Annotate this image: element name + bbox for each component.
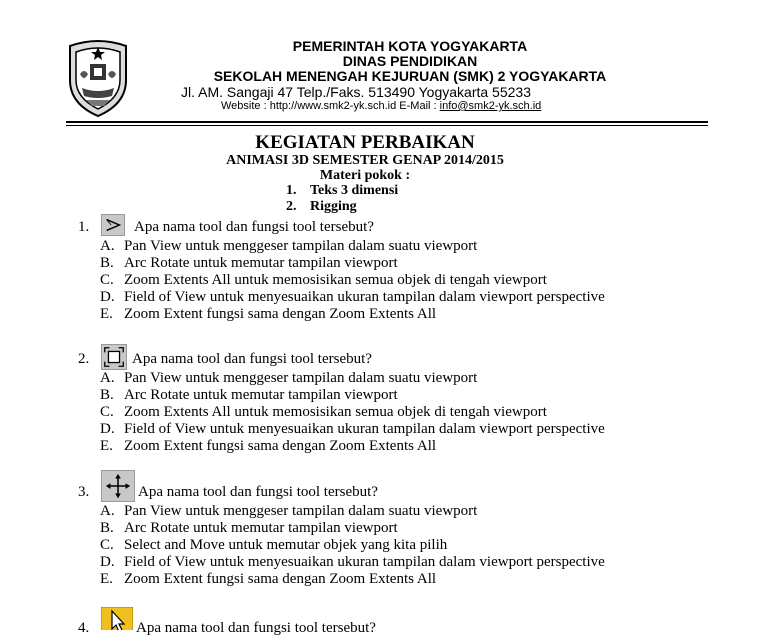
question-text: Apa nama tool dan fungsi tool tersebut? [134, 219, 374, 235]
select-arrow-icon [101, 214, 125, 236]
materi-label: Materi pokok : [319, 168, 411, 183]
header-government-line: PEMERINTAH KOTA YOGYAKARTA [292, 38, 528, 54]
header-school-name: SEKOLAH MENENGAH KEJURUAN (SMK) 2 YOGYAKARTA [213, 68, 607, 84]
question-number: 2. [78, 351, 90, 367]
question-text: Apa nama tool dan fungsi tool tersebut? [138, 484, 378, 500]
header-website-line [221, 100, 541, 112]
question-number: 1. [78, 219, 90, 235]
zoom-extents-icon [101, 344, 127, 370]
topic-item: 1. Teks 3 dimensi [286, 183, 399, 198]
document-page: PEMERINTAH KOTA YOGYAKARTA DINAS PENDIDIKAN SEKOLAH MENENGAH KEJURUAN (SMK) 2 YOGYAKARTA Jl. AM. Sangaji 47 Telp./Faks. 513490 Yogyakarta 55233 Website : http://www.smk2-yk.sch.id E-Mail : info@smk2-yk.sch.id KEGIATAN PERBAIKAN ANIMASI 3D SEMESTER GENAP 2014/2015 Materi pokok : 1. Teks 3 dimensi 2. Rigging 1. Apa nama tool dan fungsi tool tersebut? A. Pan View untuk menggeser tampilan dalam suatu viewport B. Arc Rotate untuk memutar tampilan viewport C. Zoom Extents All untuk memosisikan semua objek di tengah viewport D. Field of View untuk menyesuaikan ukuran tampilan dalam viewport perspective E. Zoom Extent fungsi sama dengan Zoom Extents All 2. Apa nama tool dan fungsi tool tersebut? A. Pan View untuk menggeser tampilan dalam suatu viewport B. Arc Rotate untuk memutar tampilan viewport C. Zoom Extents All untuk memosisikan semua objek di tengah viewport D. Field of View untuk menyesuaikan ukuran tampilan dalam viewport perspective E. Zoom Extent fungsi sama dengan Zoom Extents All 3. Apa nama tool dan fungsi tool tersebut? A. Pan View untuk menggeser tampilan dalam suatu viewport B. Arc Rotate untuk memutar tampilan viewport C. Select and Move untuk memutar objek yang kita pilih D. Field of View untuk menyesuaikan ukuran tampilan dalam viewport perspective E. Zoom Extent fungsi sama dengan Zoom Extents All 4. Apa nama tool dan fungsi tool tersebut? [0, 0, 768, 630]
question-text: Apa nama tool dan fungsi tool tersebut? [132, 351, 372, 367]
city-emblem-logo [64, 38, 132, 118]
question-number: 4. [78, 620, 90, 636]
question-text: Apa nama tool dan fungsi tool tersebut? [136, 620, 376, 636]
header-department-line: DINAS PENDIDIKAN [342, 53, 478, 69]
header-divider-thin [66, 125, 708, 126]
select-object-icon [101, 607, 133, 630]
header-address: Jl. AM. Sangaji 47 Telp./Faks. 513490 Yogyakarta 55233 [181, 84, 531, 100]
email-link[interactable]: info@smk2-yk.sch.id [439, 100, 542, 112]
move-icon [101, 470, 135, 502]
question-number: 3. [78, 484, 90, 500]
header-divider-thick [66, 121, 708, 123]
document-title: KEGIATAN PERBAIKAN [255, 132, 475, 153]
topic-item: 2. Rigging [286, 199, 357, 214]
document-subtitle: ANIMASI 3D SEMESTER GENAP 2014/2015 [226, 153, 504, 168]
website-text: Website : http://www.smk2-yk.sch.id E-Mail : [221, 100, 440, 112]
